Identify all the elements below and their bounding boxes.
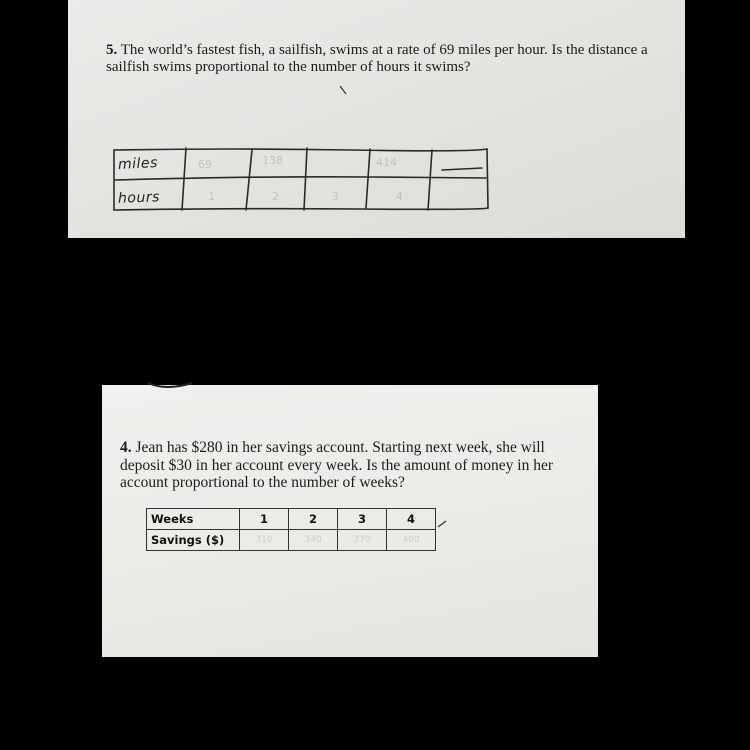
savings-cell: 340 [289, 530, 338, 551]
savings-header: Savings ($) [147, 530, 240, 551]
table-row [147, 509, 436, 530]
weeks-header: Weeks [147, 509, 240, 530]
faint-mark: 414 [376, 156, 397, 169]
handwritten-miles-label: miles [117, 154, 159, 174]
pen-tick-mark [436, 517, 450, 531]
question-5-text: The world’s fastest fish, a sailfish, swims at a rate of 69 miles per hour. Is the distance a sailfish swims proportional to the number of hours it swims? [106, 42, 648, 75]
savings-cell: 310 [240, 530, 289, 551]
week-cell: 4 [387, 509, 436, 530]
savings-cell: 370 [338, 530, 387, 551]
question-5-number: 5. [106, 42, 118, 58]
worksheet-page-bottom [102, 385, 598, 657]
week-cell: 1 [240, 509, 289, 530]
savings-cell: 400 [387, 530, 436, 551]
week-cell: 3 [338, 509, 387, 530]
question-4-text: Jean has $280 in her savings account. Starting next week, she will deposit $30 in her account every week. Is the amount of money in her account proportional to the number of weeks? [120, 439, 554, 491]
handwritten-table-lines [112, 146, 492, 216]
question-5 [106, 42, 676, 76]
handwritten-hours-label: hours [117, 189, 161, 207]
faint-mark: 69 [198, 158, 212, 171]
week-cell: 2 [289, 509, 338, 530]
faint-mark: 2 [272, 190, 279, 203]
handwritten-table [112, 146, 470, 214]
faint-mark: 1 [208, 190, 215, 203]
faint-mark: 138 [262, 154, 283, 167]
question-4 [120, 439, 590, 492]
ink-curve-mark [146, 379, 196, 393]
faint-mark: 4 [396, 190, 403, 203]
worksheet-page-top [68, 0, 685, 238]
weeks-savings-table [146, 508, 436, 551]
faint-mark: 3 [332, 190, 339, 203]
pen-mark [338, 84, 358, 100]
table-row [147, 530, 436, 551]
question-4-number: 4. [120, 439, 132, 456]
